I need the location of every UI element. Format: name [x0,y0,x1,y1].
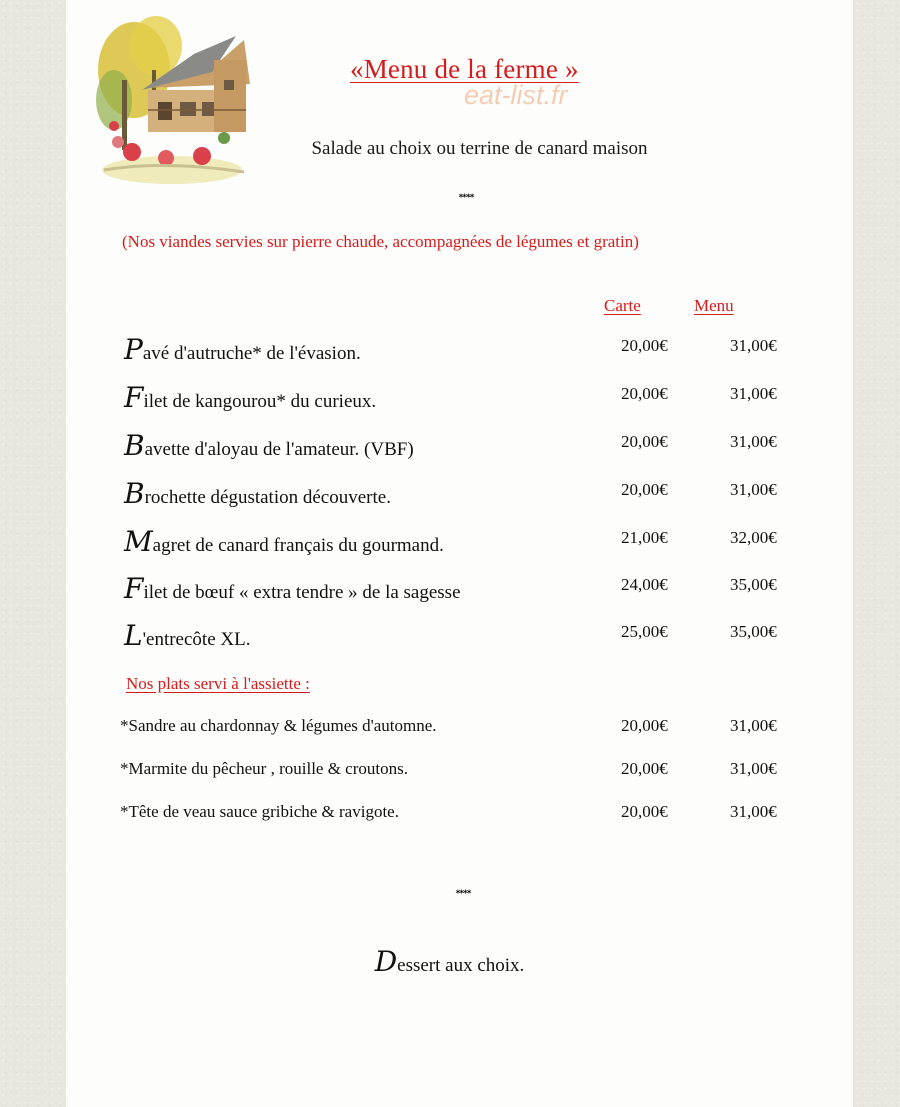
dish-initial: B [124,429,145,462]
dish-row [66,477,853,510]
dish-initial: F [124,572,144,605]
price-carte: 20,00€ [621,802,668,821]
price-carte: 20,00€ [621,384,668,403]
dish-name [124,429,414,462]
price-carte: 25,00€ [621,622,668,641]
separator-bottom: **** [455,889,471,899]
plate-name: *Tête de veau sauce gribiche & ravigote. [120,802,399,821]
price-menu: 31,00€ [730,336,777,355]
price-carte: 21,00€ [621,528,668,547]
price-carte: 20,00€ [621,759,668,778]
price-carte: 24,00€ [621,575,668,594]
price-carte: 20,00€ [621,716,668,735]
dish-label: avé d'autruche* de l'évasion. [142,343,361,364]
dish-name [124,525,444,558]
dish-row [66,525,853,558]
starter-line: Salade au choix ou terrine de canard maison [311,138,648,159]
dish-row [66,619,853,652]
menu-sheet [66,0,853,1107]
column-header-carte: Carte [604,296,641,315]
dish-initial: B [124,477,145,510]
dish-name [124,333,361,366]
price-menu: 35,00€ [730,575,777,594]
plates-heading: Nos plats servi à l'assiette : [126,674,310,693]
dessert-initial: D [374,945,398,978]
price-menu: 31,00€ [730,480,777,499]
dish-initial: F [124,381,144,414]
plate-name: *Sandre au chardonnay & légumes d'automne. [120,716,437,735]
dish-name [124,572,461,605]
dish-label: ilet de kangourou* du curieux. [143,391,377,412]
price-menu: 31,00€ [730,384,777,403]
dish-label: 'entrecôte XL. [142,629,251,650]
dish-label: avette d'aloyau de l'amateur. (VBF) [144,439,414,460]
dish-label: ilet de bœuf « extra tendre » de la sagesse [143,582,461,603]
dish-name [124,477,391,510]
watermark: eat-list.fr [464,80,568,110]
dish-initial: M [124,525,153,558]
dish-label: rochette dégustation découverte. [144,487,391,508]
dish-row [66,381,853,414]
price-menu: 31,00€ [730,432,777,451]
dish-name [124,381,377,414]
price-carte: 20,00€ [621,336,668,355]
price-carte: 20,00€ [621,480,668,499]
price-carte: 20,00€ [621,432,668,451]
dish-initial: L [124,619,143,652]
menu-title: «Menu de la ferme » [350,54,579,84]
plate-row [66,802,853,832]
dish-label: agret de canard français du gourmand. [152,535,444,556]
dish-initial: P [124,333,143,366]
dish-row [66,333,853,366]
price-menu: 31,00€ [730,759,777,778]
price-menu: 35,00€ [730,622,777,641]
dish-name [124,619,251,652]
separator-top: **** [458,193,474,203]
dish-row [66,429,853,462]
plate-name: *Marmite du pêcheur , rouille & croutons. [120,759,408,778]
plate-row [66,716,853,746]
price-menu: 31,00€ [730,716,777,735]
dessert-line [66,945,853,978]
plate-row [66,759,853,789]
price-menu: 31,00€ [730,802,777,821]
column-header-menu: Menu [694,296,734,315]
dessert-label: essert aux choix. [397,955,525,976]
meats-note: (Nos viandes servies sur pierre chaude, accompagnées de légumes et gratin) [122,232,639,251]
price-menu: 32,00€ [730,528,777,547]
farmhouse-illustration [94,10,259,188]
dish-row [66,572,853,605]
